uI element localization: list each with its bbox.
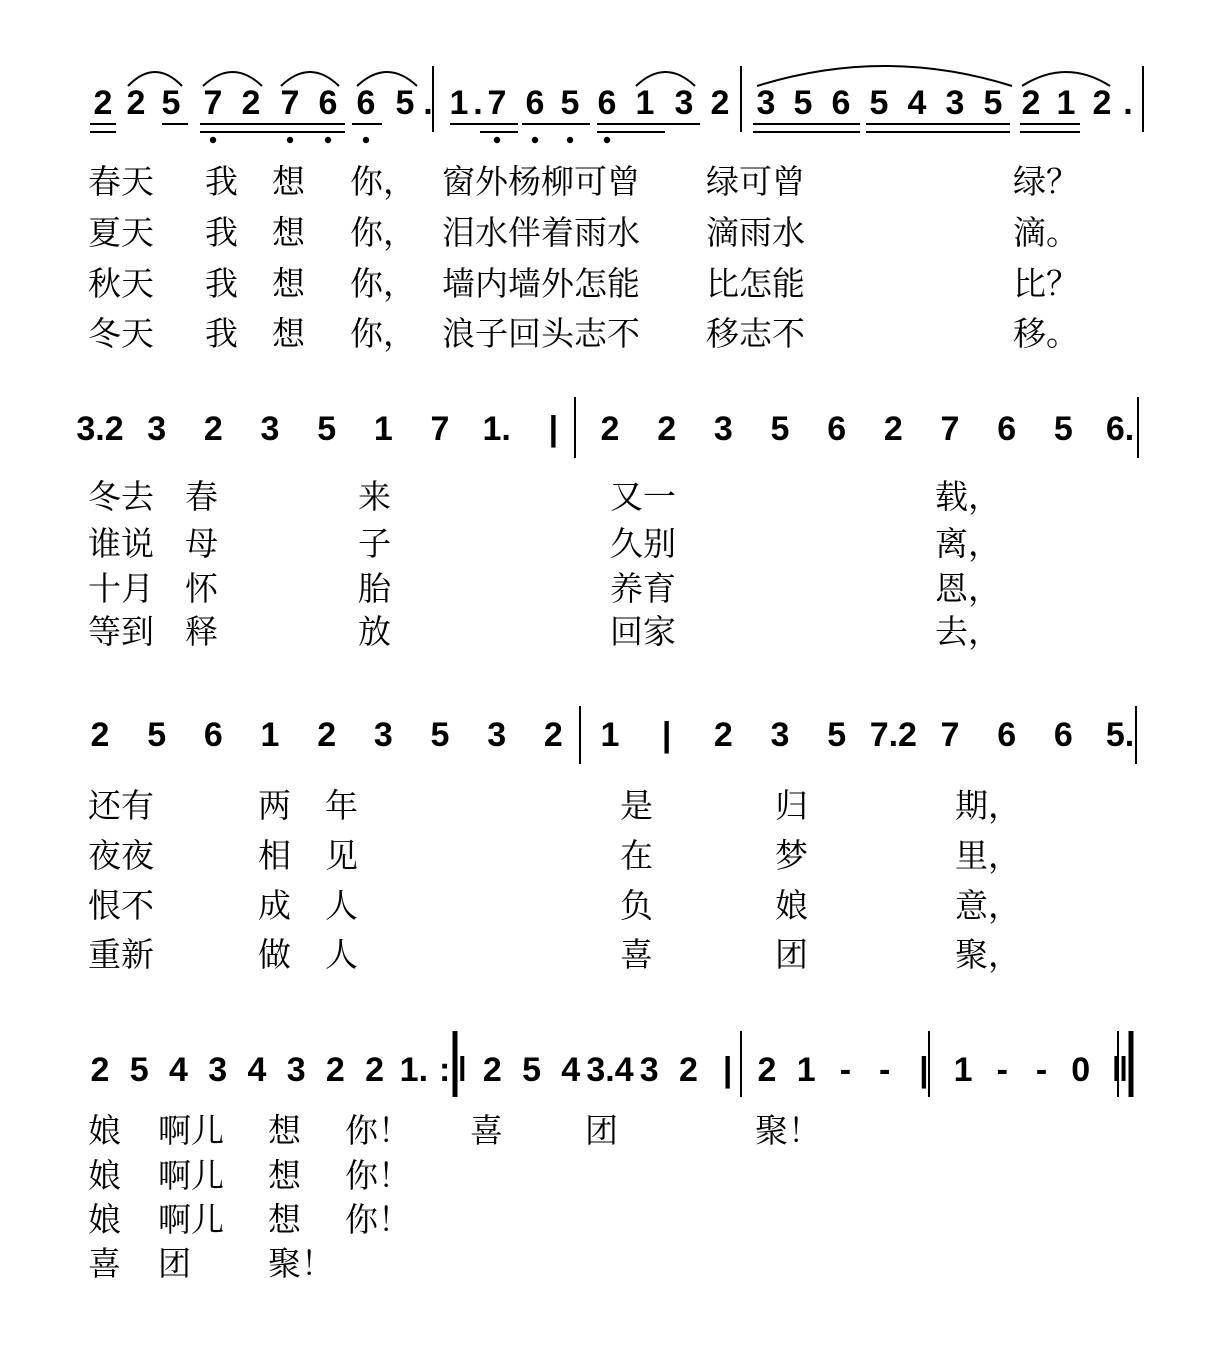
lyric-segment: 十月 (88, 569, 154, 608)
note: 6 (356, 84, 376, 122)
note: 2 (710, 84, 730, 122)
note: 2 (757, 1051, 777, 1089)
lyric-segment: 成 (258, 886, 291, 925)
lyric-segment: 里， (955, 836, 1021, 875)
lyric-segment: 冬去 (88, 477, 154, 516)
note: 3 (260, 410, 280, 448)
lyric-segment: 久别 (610, 524, 676, 563)
lyric-segment: 春天 (88, 162, 154, 201)
lyric-segment: 想 (272, 264, 305, 303)
lyric-segment: 你， (350, 314, 416, 353)
lyric-segment: 想 (268, 1156, 301, 1195)
lyric-segment: 娘 (88, 1156, 121, 1195)
note: - (1035, 1051, 1048, 1089)
lyric-segment: 你！ (345, 1156, 411, 1195)
note: 6 (525, 84, 545, 122)
lyric-segment: 我 (205, 213, 238, 252)
lyric-segment: 娘 (88, 1200, 121, 1239)
barline-glyph: | (661, 716, 672, 754)
lyric-segment: 养育 (610, 569, 676, 608)
barline-glyph: | (722, 1051, 733, 1089)
octave-dot (567, 137, 573, 143)
octave-dot (532, 137, 538, 143)
lyric-segment: 回家 (610, 612, 676, 651)
note: 5 (1053, 410, 1073, 448)
lyric-segment: 移志不 (706, 314, 805, 353)
note: 2 (482, 1051, 502, 1089)
lyric-segment: 娘 (775, 886, 808, 925)
note: 5 (983, 84, 1003, 122)
note: . (473, 84, 483, 122)
lyric-segment: 放 (358, 612, 391, 651)
note: 7 (203, 84, 223, 122)
note: 5 (522, 1051, 541, 1089)
note: 3 (945, 84, 965, 122)
octave-dot (287, 137, 293, 143)
note: 5 (129, 1051, 149, 1089)
lyric-segment: 绿？ (1013, 162, 1079, 201)
lyric-segment: 负 (620, 886, 653, 925)
lyric-segment: 想 (268, 1111, 301, 1150)
note: ‖ (1111, 1051, 1129, 1089)
lyric-segment: 载， (935, 477, 1001, 516)
note: 5 (560, 84, 580, 122)
lyric-segment: 人 (325, 886, 358, 925)
note: 4 (907, 84, 927, 122)
lyric-segment: 喜 (88, 1244, 121, 1283)
note: 4 (247, 1051, 267, 1089)
lyric-segment: 啊儿 (158, 1200, 224, 1239)
lyric-segment: 等到 (88, 612, 154, 651)
barline-glyph: | (919, 1051, 929, 1089)
note: 1. (399, 1051, 429, 1089)
note: - (878, 1051, 891, 1089)
lyric-segment: 去， (935, 612, 1001, 651)
lyric-segment: 春 (185, 477, 218, 516)
note: 5. (1105, 716, 1135, 754)
note: 6 (597, 84, 617, 122)
lyric-segment: 聚！ (268, 1244, 334, 1283)
lyric-segment: 娘 (88, 1111, 121, 1150)
lyric-segment: 我 (205, 264, 238, 303)
lyric-segment: 啊儿 (158, 1111, 224, 1150)
note: 1 (1056, 84, 1076, 122)
note: 2 (657, 410, 677, 448)
lyric-segment: 重新 (88, 935, 154, 974)
lyric-segment: 恨不 (88, 886, 154, 925)
note: 3 (487, 716, 507, 754)
lyric-segment: 聚， (955, 935, 1021, 974)
lyric-segment: 移。 (1013, 314, 1079, 353)
note: 2 (90, 1051, 110, 1089)
lyric-segment: 我 (205, 162, 238, 201)
note: 3 (756, 84, 776, 122)
lyric-segment: 离， (935, 524, 1001, 563)
note: 6 (831, 84, 851, 122)
lyric-segment: 你！ (345, 1111, 411, 1150)
note: 0 (1071, 1051, 1091, 1089)
note: 3 (208, 1051, 228, 1089)
note: 6 (997, 410, 1017, 448)
lyric-segment: 来 (358, 477, 391, 516)
lyric-segment: 我 (205, 314, 238, 353)
lyric-segment: 窗外杨柳可曾 (442, 162, 640, 201)
note: 2 (600, 410, 620, 448)
lyric-segment: 比怎能 (706, 264, 805, 303)
lyric-segment: 夜夜 (88, 836, 154, 875)
note: 7 (280, 84, 300, 122)
note: 7 (430, 410, 450, 448)
note: 3.2 (76, 410, 124, 448)
note: 2 (325, 1051, 345, 1089)
lyric-segment: 秋天 (88, 264, 154, 303)
lyric-segment: 想 (272, 314, 305, 353)
note: 3 (639, 1051, 659, 1089)
lyric-segment: 期， (955, 786, 1021, 825)
note: 2 (543, 716, 563, 754)
lyric-segment: 还有 (88, 786, 154, 825)
note: 7.2 (869, 716, 917, 754)
lyric-segment: 归 (775, 786, 808, 825)
slur (757, 66, 1012, 86)
note: 5 (147, 716, 167, 754)
lyric-segment: 人 (325, 935, 358, 974)
note: . (423, 84, 433, 122)
note: 5 (770, 410, 790, 448)
lyric-segment: 聚！ (755, 1111, 821, 1150)
lyric-segment: 想 (268, 1200, 301, 1239)
note: 1 (796, 1051, 816, 1089)
note: 1 (953, 1051, 973, 1089)
note: 5 (869, 84, 889, 122)
lyric-segment: 浪子回头志不 (442, 314, 640, 353)
lyric-segment: 喜 (620, 935, 653, 974)
note: 7 (487, 84, 507, 122)
lyric-segment: 夏天 (88, 213, 154, 252)
octave-dot (604, 137, 610, 143)
lyric-segment: 梦 (775, 836, 808, 875)
note: 4 (561, 1051, 581, 1089)
lyric-segment: 墙内墙外怎能 (442, 264, 640, 303)
note: 2 (1092, 84, 1112, 122)
note: 3 (286, 1051, 306, 1089)
note: - (839, 1051, 852, 1089)
lyric-segment: 意， (955, 886, 1021, 925)
lyric-segment: 做 (258, 935, 291, 974)
note: 2 (317, 716, 337, 754)
lyric-segment: 谁说 (88, 524, 154, 563)
lyric-segment: 你， (350, 213, 416, 252)
note: 2 (241, 84, 261, 122)
note: 3 (770, 716, 790, 754)
lyric-segment: 滴。 (1013, 213, 1079, 252)
note: 5 (161, 84, 181, 122)
lyric-segment: 你， (350, 162, 416, 201)
lyric-segment: 团 (158, 1244, 191, 1283)
octave-dot (494, 137, 500, 143)
note: 2 (713, 716, 733, 754)
lyric-segment: 想 (272, 162, 305, 201)
lyric-segment: 绿可曾 (706, 162, 805, 201)
note: 3.4 (586, 1051, 634, 1089)
note: 1 (449, 84, 469, 122)
note: 1 (260, 716, 280, 754)
barline-glyph: | (548, 410, 559, 448)
note: 5 (793, 84, 813, 122)
lyric-segment: 冬天 (88, 314, 154, 353)
octave-dot (363, 137, 369, 143)
note: 6 (203, 716, 223, 754)
note: . (1123, 84, 1133, 122)
octave-dot (325, 137, 331, 143)
note: 3 (674, 84, 694, 122)
lyric-segment: 胎 (358, 569, 391, 608)
lyric-segment: 子 (358, 524, 391, 563)
note: 6 (827, 410, 847, 448)
note: 1 (373, 410, 393, 448)
lyric-segment: 又一 (610, 477, 676, 516)
note: 3 (147, 410, 167, 448)
note: 4 (169, 1051, 188, 1089)
note: 2 (365, 1051, 385, 1089)
note: :‖ (438, 1051, 468, 1089)
lyric-segment: 团 (585, 1111, 618, 1150)
lyric-segment: 母 (185, 524, 218, 563)
note: 2 (679, 1051, 698, 1089)
note: 7 (940, 410, 960, 448)
note: - (996, 1051, 1008, 1089)
note: 1 (635, 84, 655, 122)
lyric-segment: 你！ (345, 1200, 411, 1239)
note: 5 (430, 716, 450, 754)
note: 2 (93, 84, 113, 122)
note: 5 (395, 84, 415, 122)
note: 3 (373, 716, 393, 754)
lyric-segment: 泪水伴着雨水 (442, 213, 640, 252)
lyric-segment: 想 (272, 213, 305, 252)
note: 1. (482, 410, 511, 448)
note: 6 (997, 716, 1017, 754)
lyric-segment: 比？ (1013, 264, 1079, 303)
lyric-segment: 啊儿 (158, 1156, 224, 1195)
lyric-segment: 团 (775, 935, 808, 974)
lyric-segment: 滴雨水 (706, 213, 805, 252)
lyric-segment: 见 (325, 836, 358, 875)
lyric-segment: 相 (258, 836, 291, 875)
note: 6. (1105, 410, 1135, 448)
note: 2 (1021, 84, 1041, 122)
note: 2 (203, 410, 223, 448)
lyric-segment: 你， (350, 264, 416, 303)
note: 3 (713, 410, 733, 448)
note: 5 (827, 716, 847, 754)
note: 6 (318, 84, 338, 122)
lyric-segment: 两 (258, 786, 291, 825)
lyric-segment: 释 (185, 612, 218, 651)
note: 1 (600, 716, 620, 754)
lyric-segment: 恩， (935, 569, 1001, 608)
lyric-segment: 在 (620, 836, 653, 875)
note: 2 (90, 716, 110, 754)
octave-dot (210, 137, 216, 143)
lyric-segment: 年 (325, 786, 358, 825)
note: 6 (1053, 716, 1073, 754)
lyrics-layer (88, 162, 1079, 1283)
lyric-segment: 喜 (470, 1111, 503, 1150)
note: 7 (940, 716, 960, 754)
note: 2 (126, 84, 146, 122)
lyric-segment: 怀 (185, 569, 218, 608)
note: 2 (883, 410, 903, 448)
lyric-segment: 是 (620, 786, 653, 825)
note: 5 (317, 410, 337, 448)
